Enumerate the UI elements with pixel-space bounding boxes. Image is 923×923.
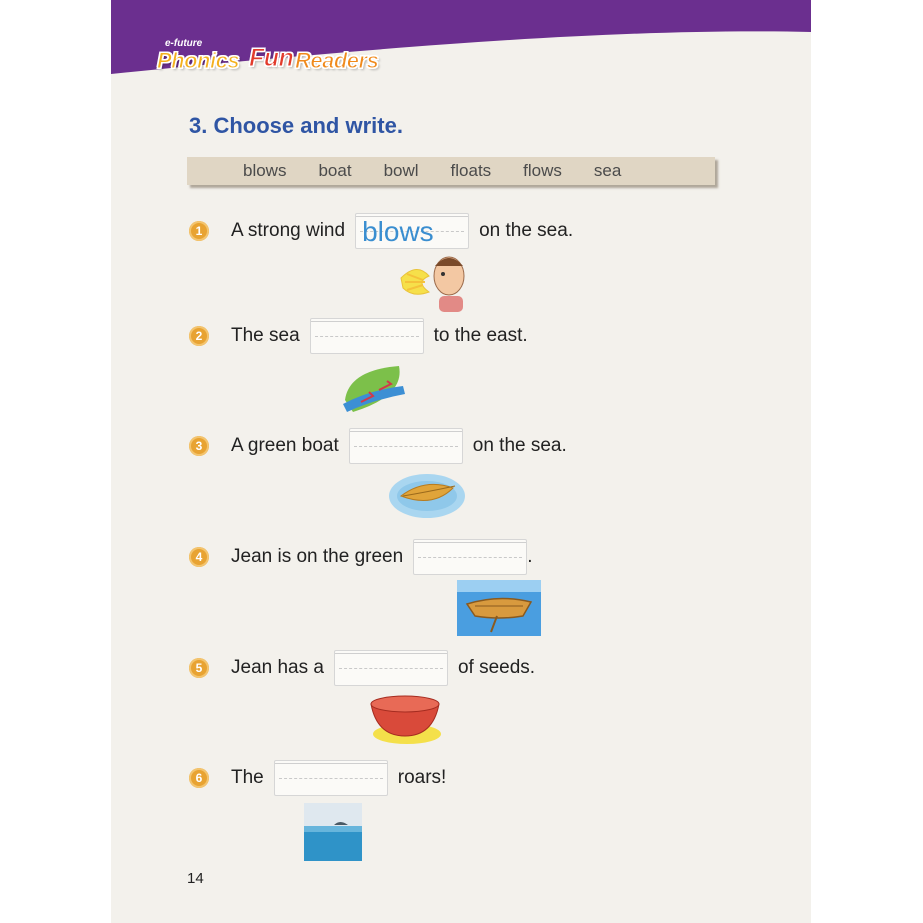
sentence-start: A green boat	[231, 435, 339, 456]
series-logo	[157, 38, 417, 84]
answer-field[interactable]	[274, 760, 388, 796]
answer-field[interactable]	[349, 428, 463, 464]
question-number-badge: 5	[189, 658, 209, 678]
sentence-end: of seeds.	[457, 657, 536, 678]
word-bank-item: flows	[523, 161, 562, 180]
sentence-start: Jean has a	[231, 657, 324, 678]
answer-field[interactable]	[310, 318, 424, 354]
sentence-end: on the sea.	[479, 220, 574, 241]
section-title: 3. Choose and write.	[189, 113, 403, 138]
question-number-badge: 2	[189, 326, 209, 346]
word-bank	[187, 157, 715, 185]
sentence-end: .	[527, 546, 533, 567]
logo-word-phonics: Phonics	[157, 48, 240, 73]
word-bank-item: blows	[243, 161, 287, 180]
answer-field[interactable]	[355, 213, 469, 249]
answer-text: blows	[362, 216, 434, 247]
word-bank-item: boat	[318, 161, 352, 180]
sea-current-illustration	[339, 360, 409, 416]
sentence-end: to the east.	[433, 325, 528, 346]
sentence-end: on the sea.	[472, 435, 567, 456]
question-6	[189, 758, 446, 798]
sentence-start: The sea	[231, 325, 300, 346]
floating-leaf-illustration	[387, 468, 469, 520]
boy-blowing-wind-illustration	[399, 252, 469, 314]
rowboat-illustration	[457, 580, 541, 636]
question-3	[189, 426, 567, 466]
sentence-end: roars!	[397, 767, 447, 788]
logo-word-fun: Fun	[249, 44, 294, 72]
workbook-page	[111, 0, 811, 923]
question-5	[189, 648, 535, 688]
question-4	[189, 537, 532, 577]
logo-prefix: e-future	[165, 38, 203, 49]
question-number-badge: 3	[189, 436, 209, 456]
word-bank-item: bowl	[383, 161, 419, 180]
word-bank-item: floats	[450, 161, 492, 180]
question-2	[189, 316, 528, 356]
answer-field[interactable]	[334, 650, 448, 686]
question-number-badge: 6	[189, 768, 209, 788]
sea-photo-illustration	[304, 803, 362, 861]
answer-field[interactable]	[413, 539, 527, 575]
question-1	[189, 211, 573, 251]
question-number-badge: 4	[189, 547, 209, 567]
word-bank-item: sea	[593, 161, 622, 180]
page-number: 14	[187, 870, 204, 887]
sentence-start: A strong wind	[231, 220, 346, 241]
question-number-badge: 1	[189, 221, 209, 241]
bowl-illustration	[367, 690, 443, 746]
logo-word-readers: Readers	[295, 48, 379, 73]
sentence-start: Jean is on the green	[231, 546, 404, 567]
sentence-start: The	[231, 767, 264, 788]
